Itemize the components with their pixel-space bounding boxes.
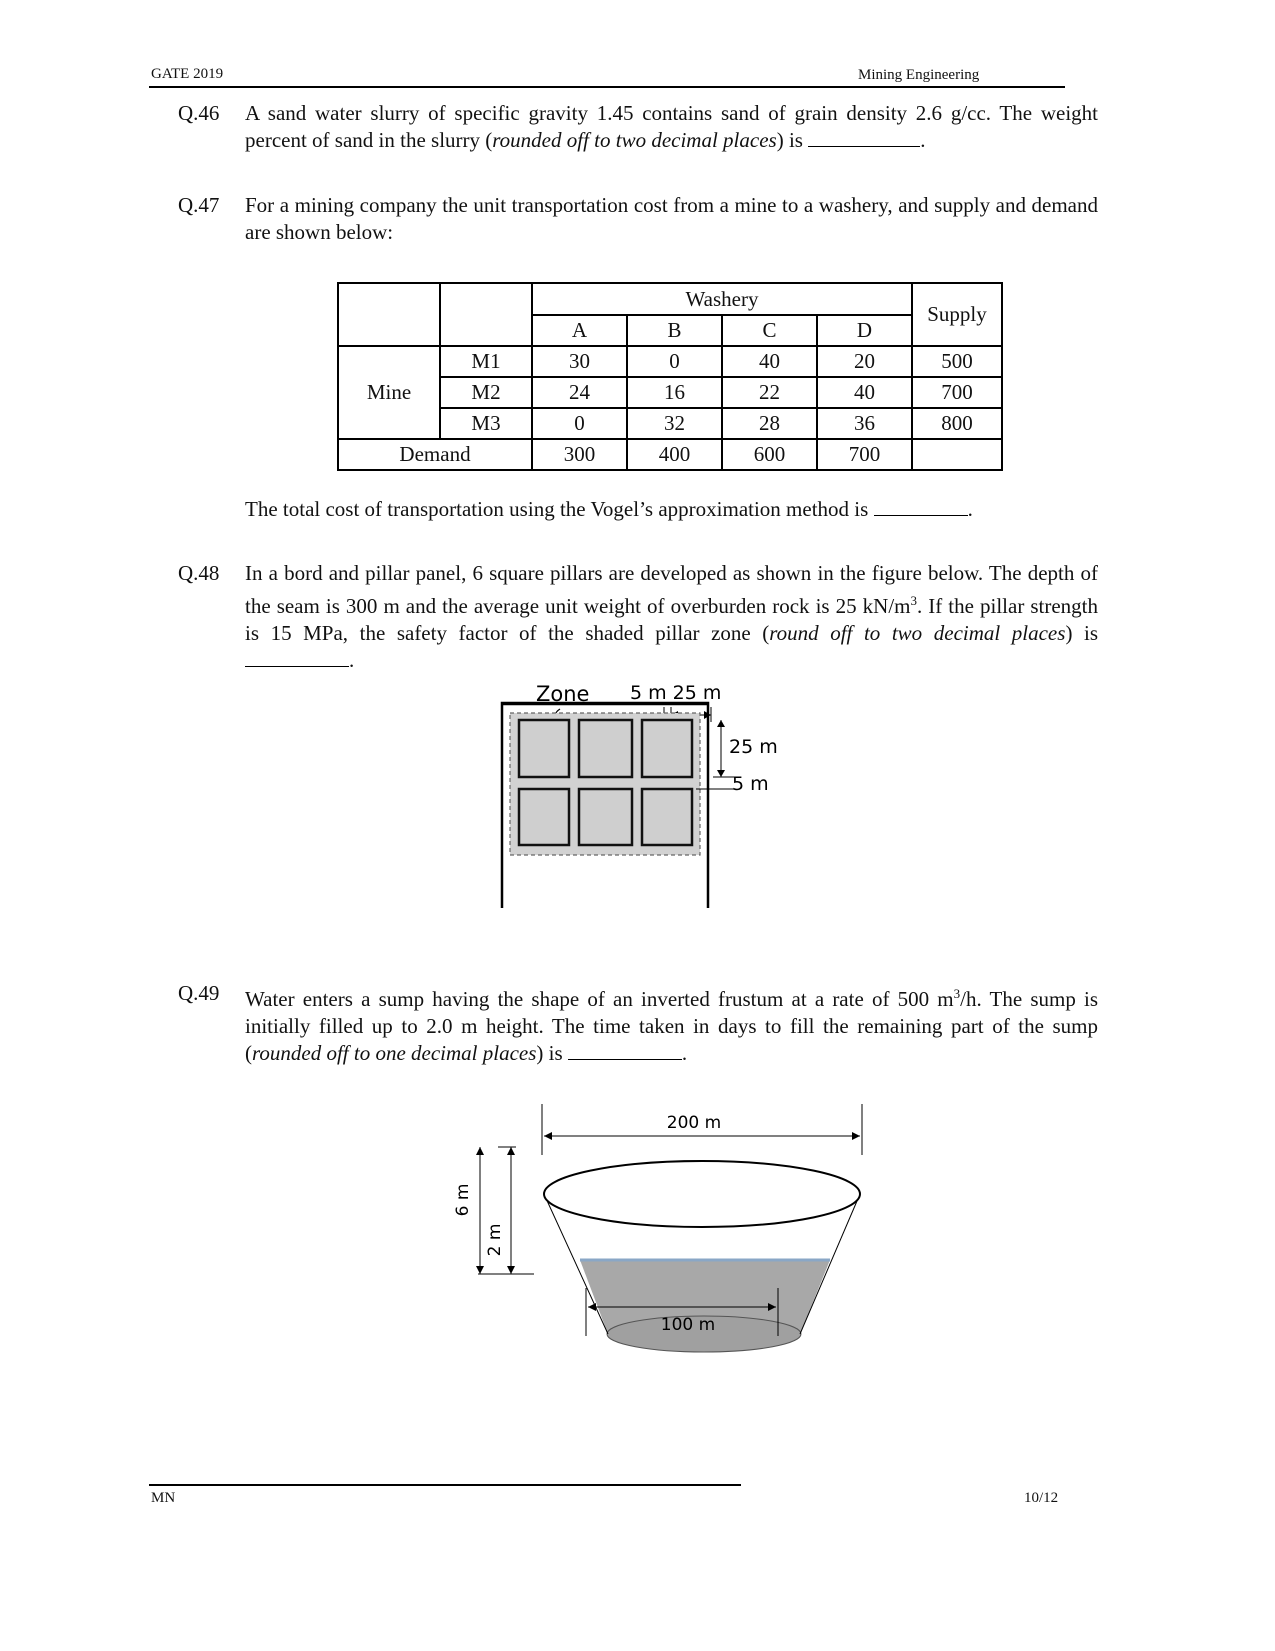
table-row bbox=[338, 439, 1002, 470]
question-text: For a mining company the unit transportation cost from a mine to a washery, and supply and demand are shown below: bbox=[245, 193, 1098, 244]
header-exam: GATE 2019 bbox=[151, 66, 224, 82]
question-48 bbox=[178, 560, 1098, 674]
question-text: Water enters a sump having the shape of an inverted frustum at a rate of 500 $m^3/h$. The sump is initially filled up to 2.0 m height. The time taken in days to fill the remaining part of the sump (rounded off to one decimal places) is . bbox=[245, 986, 1098, 1065]
arrow-head bbox=[717, 720, 725, 727]
table-corner bbox=[338, 283, 440, 346]
question-47-prompt: The total cost of transportation using the Vogel’s approximation method is . bbox=[245, 497, 973, 521]
table-corner bbox=[440, 283, 532, 346]
demand-cell: 600 bbox=[722, 439, 817, 470]
footer-code: MN bbox=[151, 1490, 176, 1506]
arrow-head bbox=[544, 1132, 552, 1140]
arrow-head bbox=[852, 1132, 860, 1140]
demand-cell: 300 bbox=[532, 439, 627, 470]
pillar bbox=[642, 789, 692, 845]
sump-figure bbox=[453, 1100, 880, 1400]
pillar-panel-figure bbox=[500, 676, 800, 942]
transportation-table bbox=[337, 282, 1003, 471]
question-number: Q.49 bbox=[178, 981, 220, 1005]
cost-cell: 40 bbox=[722, 346, 817, 377]
footer-rule bbox=[149, 1484, 741, 1486]
height-label: 6 m bbox=[453, 1183, 473, 1217]
supply-header: Supply bbox=[912, 283, 1002, 346]
question-text: In a bord and pillar panel, 6 square pillars are developed as shown in the figure below. The depth of the seam is 300 m and the average unit weight of overburden rock is 25 $kN/m^3$. If the pillar strength is 15 MPa, the safety factor of the shaded pillar zone (round off to two decimal places) is . bbox=[245, 561, 1098, 672]
cost-cell: 40 bbox=[817, 377, 912, 408]
cost-cell: 16 bbox=[627, 377, 722, 408]
bottom-diameter-label: 100 m bbox=[660, 1315, 716, 1335]
question-47 bbox=[178, 192, 1098, 246]
col-header-b: B bbox=[627, 315, 722, 346]
cost-cell: 0 bbox=[532, 408, 627, 439]
supply-cell: 800 bbox=[912, 408, 1002, 439]
row-label: M2 bbox=[440, 377, 532, 408]
row-label: M3 bbox=[440, 408, 532, 439]
supply-cell: 500 bbox=[912, 346, 1002, 377]
answer-blank[interactable] bbox=[245, 648, 349, 667]
answer-blank[interactable] bbox=[568, 1041, 682, 1060]
table-row bbox=[338, 346, 1002, 377]
col-header-a: A bbox=[532, 315, 627, 346]
sump-top bbox=[544, 1161, 860, 1227]
col-header-d: D bbox=[817, 315, 912, 346]
side-5-label: 5 m bbox=[732, 773, 769, 795]
demand-cell: 400 bbox=[627, 439, 722, 470]
arrow-head bbox=[476, 1147, 484, 1155]
col-header-c: C bbox=[722, 315, 817, 346]
question-text: A sand water slurry of specific gravity 1.45 contains sand of grain density 2.6 g/cc. The weight percent of sand in the slurry (rounded off to two decimal places) is . bbox=[245, 101, 1098, 152]
demand-cell: 700 bbox=[817, 439, 912, 470]
cost-cell: 30 bbox=[532, 346, 627, 377]
cost-cell: 22 bbox=[722, 377, 817, 408]
question-46 bbox=[178, 100, 1098, 154]
cost-cell: 0 bbox=[627, 346, 722, 377]
pillar bbox=[579, 789, 632, 845]
demand-empty bbox=[912, 439, 1002, 470]
row-label: M1 bbox=[440, 346, 532, 377]
arrow-head bbox=[588, 1303, 596, 1311]
pillar bbox=[519, 789, 569, 845]
cost-cell: 28 bbox=[722, 408, 817, 439]
page-number: 10/12 bbox=[1024, 1490, 1059, 1506]
top-dimension-label: 5 m 25 m bbox=[630, 682, 722, 704]
demand-label: Demand bbox=[338, 439, 532, 470]
mine-label: Mine bbox=[338, 346, 440, 439]
water-height-label: 2 m bbox=[485, 1223, 505, 1257]
pillar bbox=[519, 720, 569, 777]
answer-blank[interactable] bbox=[808, 128, 920, 147]
arrow-head bbox=[507, 1266, 515, 1274]
header-rule bbox=[149, 86, 1065, 88]
question-number: Q.46 bbox=[178, 101, 220, 125]
arrow-head bbox=[476, 1266, 484, 1274]
answer-blank[interactable] bbox=[874, 497, 968, 516]
cost-cell: 20 bbox=[817, 346, 912, 377]
question-49 bbox=[178, 980, 1098, 1067]
question-number: Q.48 bbox=[178, 561, 220, 585]
question-number: Q.47 bbox=[178, 193, 220, 217]
supply-cell: 700 bbox=[912, 377, 1002, 408]
cost-cell: 36 bbox=[817, 408, 912, 439]
side-25-label: 25 m bbox=[729, 736, 778, 758]
pillar bbox=[579, 720, 632, 777]
cost-cell: 32 bbox=[627, 408, 722, 439]
washery-header: Washery bbox=[532, 283, 912, 315]
arrow-head bbox=[507, 1147, 515, 1155]
header-subject: Mining Engineering bbox=[858, 67, 980, 83]
cost-cell: 24 bbox=[532, 377, 627, 408]
top-diameter-label: 200 m bbox=[666, 1113, 722, 1133]
zone-label: Zone bbox=[536, 682, 590, 706]
arrow-head bbox=[717, 770, 725, 777]
pillar bbox=[642, 720, 692, 777]
